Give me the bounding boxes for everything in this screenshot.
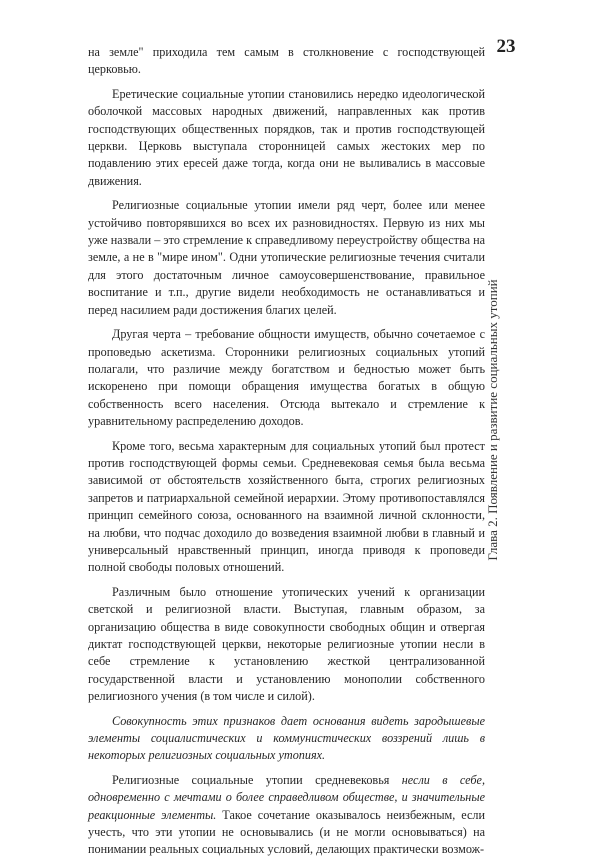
page-number: 23 [496,36,516,57]
body-text [88,44,485,866]
paragraph-continued: на земле" приходила тем самым в столкновение с господствующей церковью. [88,45,485,77]
emphasis-run: несли в себе, одновременно с мечтами о более справедливом обществе, и значительные реакционные элементы. [88,772,485,822]
paragraph-common-property: Другая черта – требование общности имуществ, обычно сочетаемое с проповедью аскетизма. Сторонники религиозных социальных утопий полагали, что различие между богатством и бедностью может быть искоренено при помощи обращения имущества богатых в общую собственность всего населения. Отсюда вытекало и стремление к уравнительному распределению доходов. [88,327,485,429]
text-run: Такое сочетание оказывалось неизбежным, если учесть, что эти утопии не основывались (и не могли основываться) на понимании реальных социальных условий, делающих практически возмож- [88,807,486,857]
paragraph-conclusion-italic: Совокупность этих признаков дает основания видеть зародышевые элементы социалистических и коммунистических воззрений лишь в некоторых религиозных социальных утопиях. [88,713,485,763]
text-run: Религиозные социальные утопии средневековья [112,772,402,787]
paragraph-heretical-utopias: Еретические социальные утопии становились нередко идеологической оболочкой массовых народных движений, направленных как против господствующих общественных порядков, так и против господствующей церкви. Церковь выступала сторонницей самых жестоких мер по подавлению этих ересей даже тогда, когда они не выливались в массовые движения. [88,86,485,188]
running-head: Глава 2. Появление и развитие социальных утопий [485,279,500,561]
paragraph-common-features: Религиозные социальные утопии имели ряд черт, более или менее устойчиво повторявшихся во всех их разновидностях. Первую из них мы уже назвали – это стремление к справедливому переустройству общества на земле, а не в "мире ином". Одни утопические религиозные течения считали для этого достаточным личное самоусовершенствование, правильное воспитание и т.п., другие видели необходимость не останавливаться и перед насилием ради достижения благих целей. [88,198,485,317]
paragraph-medieval-utopias [88,772,485,859]
paragraph-family-protest: Кроме того, весьма характерным для социальных утопий был протест против господствующей формы семьи. Средневековая семья была весьма зависимой от обстоятельств хозяйственного быта, строгих религиозных запретов и патриархальной семейной иерархии. Этому противопоставлялся принцип семейного союза, основанного на взаимной личной склонности, на любви, что подчас доходило до возведения взаимной любви в главный и универсальный нравственный принцип, иногда приводя к проповеди полной свободы половых отношений. [88,438,485,575]
paragraph-power-attitude: Различным было отношение утопических учений к организации светской и религиозной власти. Выступая, главным образом, за организацию общества в виде совокупности свободных общин и отвергая диктат господствующей церкви, некоторые религиозные утопии несли в себе стремление к установлению жесткой централизованной государственной власти и установлению монополии собственного религиозного учения (в том числе и силой). [88,584,485,704]
